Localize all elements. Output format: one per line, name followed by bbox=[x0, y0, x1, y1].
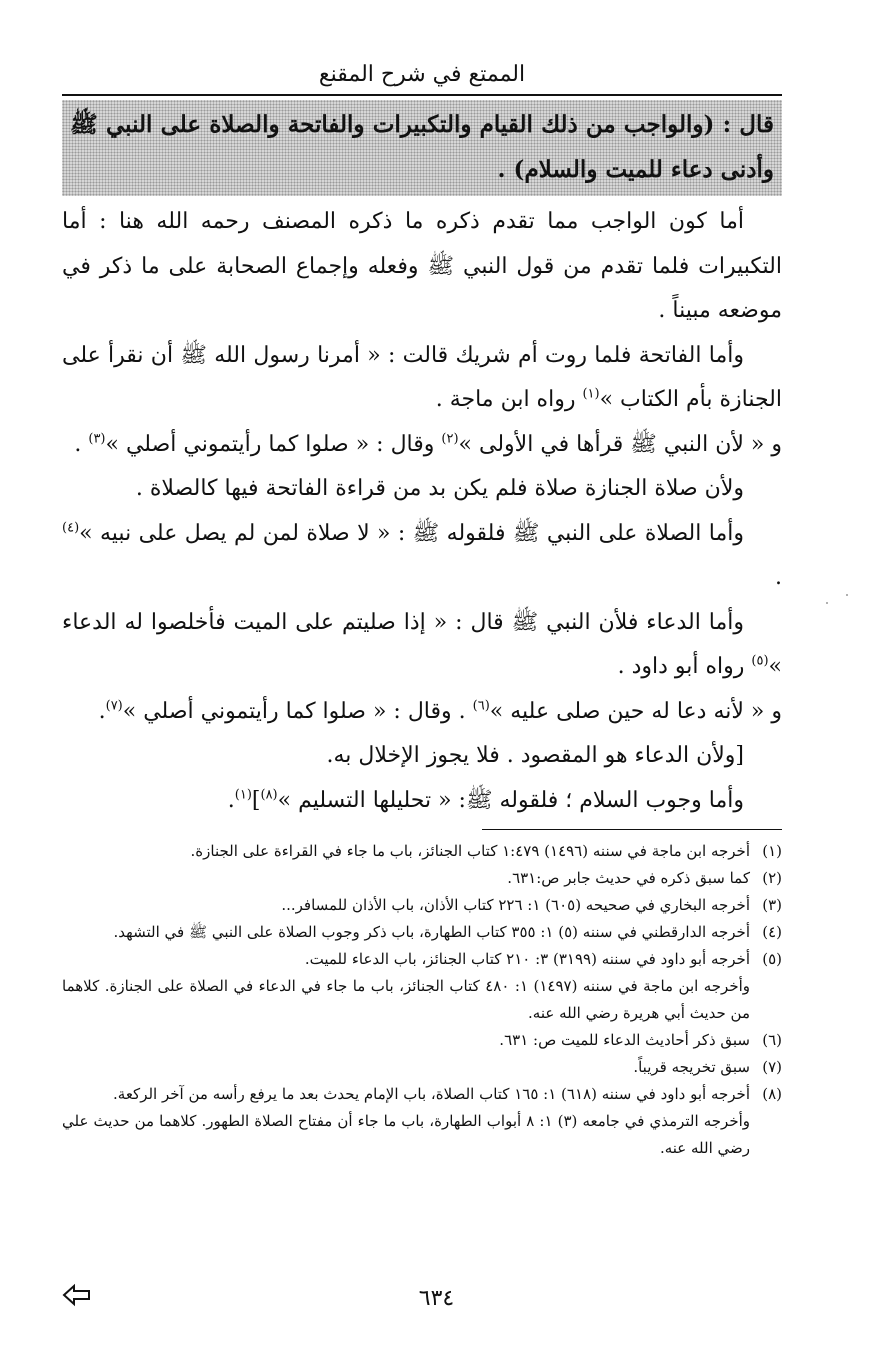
paragraph: وأما الدعاء فلأن النبي ﷺ قال : « إذا صليتم على الميت فأخلصوا له الدعاء »$^{(٥)}$ رواه أبو داود . bbox=[62, 609, 782, 679]
footnote-continuation: وأخرجه ابن ماجة في سننه (١٤٩٧) ١: ٤٨٠ كتاب الجنائز، باب ما جاء في الدعاء في الصلاة على الجنازة. كلاهما من حديث أبي هريرة رضي الله عنه. bbox=[62, 977, 751, 1022]
scan-speck bbox=[826, 602, 828, 604]
footnote: (٦)سبق ذكر أحاديث الدعاء للميت ص: ٦٣١. bbox=[499, 1031, 782, 1049]
footnote-ref[interactable]: (١) bbox=[234, 787, 252, 803]
paragraph: [ولأن الدعاء هو المقصود . فلا يجوز الإخلال به. bbox=[326, 743, 744, 768]
footnote: (١)أخرجه ابن ماجة في سننه (١٤٩٦) ١:٤٧٩ كتاب الجنائز، باب ما جاء في القراءة على الجنازة. bbox=[190, 842, 782, 860]
paragraph: وأما الفاتحة فلما روت أم شريك قالت : « أمرنا رسول الله ﷺ أن نقرأ على الجنازة بأم الكتاب »$^{(١)}$ رواه ابن ماجة . bbox=[62, 342, 782, 412]
footnotes bbox=[62, 838, 782, 1162]
commentary-body bbox=[62, 200, 782, 823]
book-page bbox=[62, 58, 782, 1162]
footnote-ref[interactable]: (٨) bbox=[260, 787, 278, 803]
footnote-rule bbox=[482, 829, 782, 830]
paragraph: و « لأنه دعا له حين صلى عليه »$^{(٦)}$ . وقال : « صلوا كما رأيتموني أصلي »$^{(٧)}$. bbox=[98, 698, 782, 724]
footnote: (٤)أخرجه الدارقطني في سننه (٥) ١: ٣٥٥ كتاب الطهارة، باب ذكر وجوب الصلاة على النبي ﷺ في التشهد. bbox=[113, 923, 782, 941]
paragraph: أما كون الواجب مما تقدم ذكره ما ذكره المصنف رحمه الله هنا : أما التكبيرات فلما تقدم من قول النبي ﷺ وفعله وإجماع الصحابة على ما ذكر في موضعه مبيناً . bbox=[62, 209, 782, 323]
footnote: (٥)أخرجه أبو داود في سننه (٣١٩٩) ٣: ٢١٠ كتاب الجنائز، باب الدعاء للميت. bbox=[304, 950, 782, 968]
header-rule bbox=[62, 94, 782, 96]
arrow-left-outline-icon[interactable] bbox=[62, 1282, 92, 1308]
page-number: ٦٣٤ bbox=[418, 1286, 455, 1311]
footnote: (٢)كما سبق ذكره في حديث جابر ص:٦٣١. bbox=[507, 869, 782, 887]
paragraph: وأما وجوب السلام ؛ فلقوله ﷺ: « تحليلها التسليم »$^{(٨)}$]$^{(١)}$. bbox=[227, 787, 744, 813]
scan-speck bbox=[846, 594, 848, 596]
matn-highlighted-text: قال : (والواجب من ذلك القيام والتكبيرات والفاتحة والصلاة على النبي ﷺ وأدنى دعاء للميت والسلام) . bbox=[62, 100, 782, 196]
footnote: (٧)سبق تخريجه قريباً. bbox=[633, 1058, 782, 1076]
footnote-ref[interactable]: (٦) bbox=[472, 698, 490, 714]
footnote-ref[interactable]: (٥) bbox=[751, 653, 769, 669]
footnote: (٨)أخرجه أبو داود في سننه (٦١٨) ١: ١٦٥ كتاب الصلاة، باب الإمام يحدث بعد ما يرفع رأسه من آخر الركعة. bbox=[113, 1085, 782, 1103]
footnote-ref[interactable]: (٤) bbox=[62, 520, 80, 536]
paragraph: ولأن صلاة الجنازة صلاة فلم يكن بد من قراءة الفاتحة فيها كالصلاة . bbox=[135, 476, 744, 501]
paragraph: وأما الصلاة على النبي ﷺ فلقوله ﷺ : « لا صلاة لمن لم يصل على نبيه »$^{(٤)}$ . bbox=[62, 520, 782, 590]
footnote: (٣)أخرجه البخاري في صحيحه (٦٠٥) ١: ٢٢٦ كتاب الأذان، باب الأذان للمسافر... bbox=[281, 896, 782, 914]
footnote-continuation: وأخرجه الترمذي في جامعه (٣) ١: ٨ أبواب الطهارة، باب ما جاء أن مفتاح الصلاة الطهور. كلاهما من حديث علي رضي الله عنه. bbox=[62, 1112, 751, 1157]
paragraph: و « لأن النبي ﷺ قرأها في الأولى »$^{(٢)}$ وقال : « صلوا كما رأيتموني أصلي »$^{(٣)}$ . bbox=[74, 431, 782, 457]
footnote-ref[interactable]: (١) bbox=[582, 386, 600, 402]
footnote-ref[interactable]: (٧) bbox=[105, 698, 123, 714]
footnote-ref[interactable]: (٢) bbox=[441, 431, 459, 447]
running-header-title: الممتع في شرح المقنع bbox=[318, 62, 526, 87]
footnote-ref[interactable]: (٣) bbox=[88, 431, 106, 447]
